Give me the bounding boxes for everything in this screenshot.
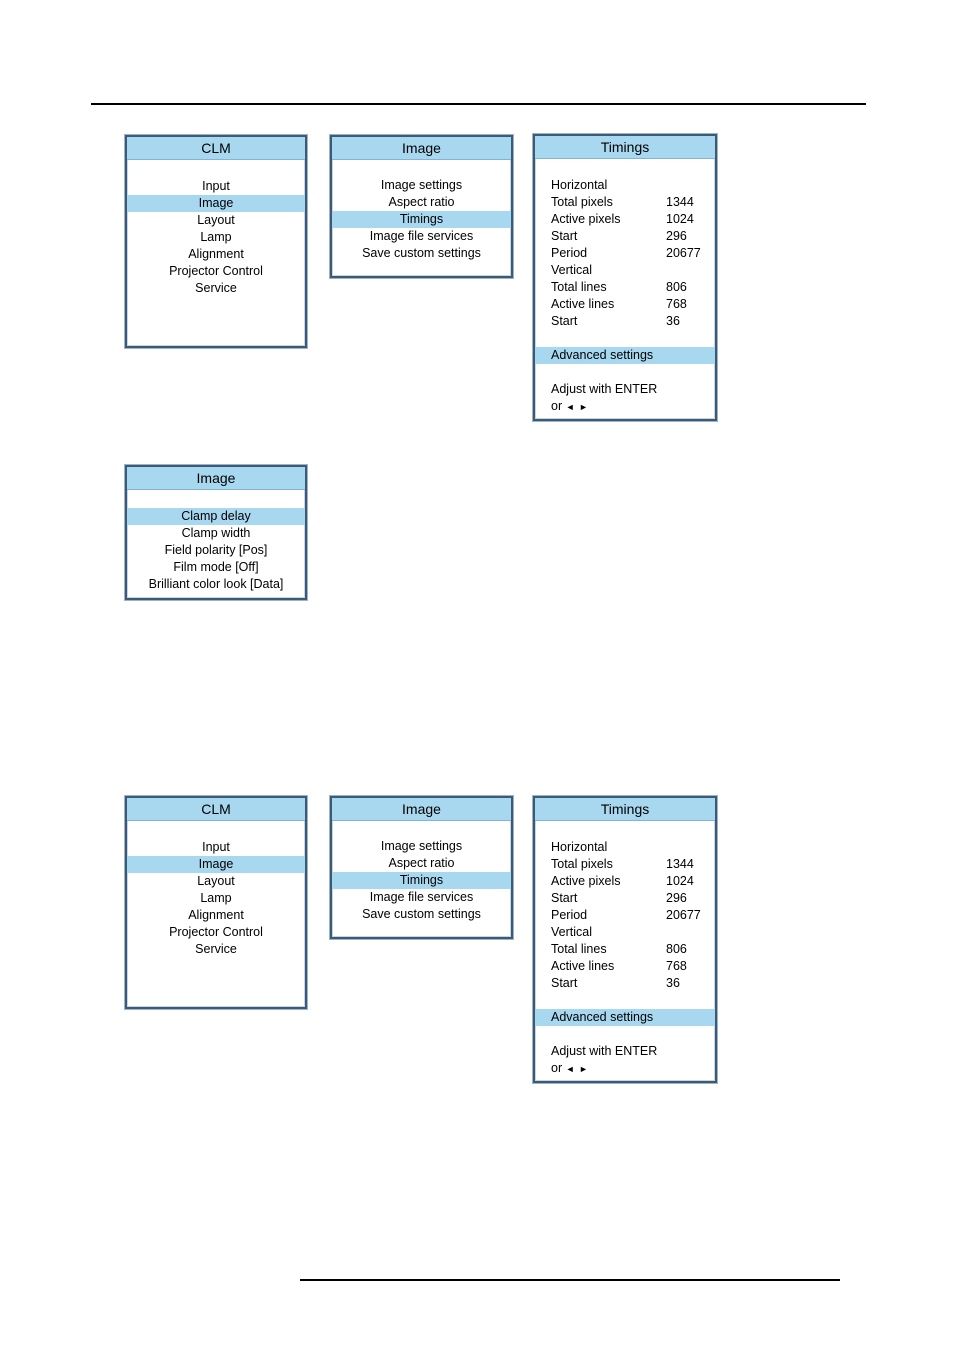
timings-row[interactable]: Active lines 768 <box>551 959 687 973</box>
advanced-item-film-mode[interactable]: Film mode [Off] <box>173 560 259 574</box>
clm-item-lamp[interactable]: Lamp <box>200 230 232 244</box>
image-item-timings[interactable]: Timings <box>332 872 511 889</box>
advanced-image-menu <box>125 465 307 600</box>
footer-rule <box>300 1279 840 1281</box>
advanced-item-field-polarity[interactable]: Field polarity [Pos] <box>164 543 268 557</box>
clm-item-layout[interactable]: Layout <box>197 874 235 888</box>
timings-row[interactable]: Start 296 <box>551 891 687 905</box>
clm-menu-title: CLM <box>127 137 305 160</box>
timings-row[interactable]: Total pixels 1344 <box>551 195 694 209</box>
timings-hint-arrows: or ◄ ► <box>551 1061 589 1075</box>
timings-horizontal-header: Horizontal <box>551 840 608 854</box>
clm-menu <box>125 135 307 348</box>
image-item-file-services[interactable]: Image file services <box>369 229 474 243</box>
timings-row[interactable]: Total lines 806 <box>551 280 687 294</box>
image-item-aspect-ratio[interactable]: Aspect ratio <box>388 195 455 209</box>
clm-item-layout[interactable]: Layout <box>197 213 235 227</box>
image-item-timings[interactable]: Timings <box>332 211 511 228</box>
timings-row[interactable]: Period 20677 <box>551 246 701 260</box>
image-menu-title: Image <box>332 798 511 821</box>
image-menu-title: Image <box>332 137 511 160</box>
timings-row[interactable]: Period 20677 <box>551 908 701 922</box>
timings-advanced-settings[interactable]: Advanced settings <box>535 347 715 364</box>
clm-item-alignment[interactable]: Alignment <box>188 247 244 261</box>
clm-item-image[interactable]: Image <box>127 856 305 873</box>
timings-menu-2 <box>533 796 717 1083</box>
clm-item-image[interactable]: Image <box>127 195 305 212</box>
clm-menu-2 <box>125 796 307 1009</box>
clm-item-projector-control[interactable]: Projector Control <box>169 264 263 278</box>
timings-row[interactable]: Total lines 806 <box>551 942 687 956</box>
advanced-menu-title: Image <box>127 467 305 490</box>
timings-vertical-header: Vertical <box>551 925 592 939</box>
timings-row[interactable]: Start 296 <box>551 229 687 243</box>
image-item-file-services[interactable]: Image file services <box>369 890 474 904</box>
timings-hint-arrows: or ◄ ► <box>551 399 589 413</box>
timings-hint: Adjust with ENTER <box>551 382 658 396</box>
clm-item-service[interactable]: Service <box>195 281 237 295</box>
timings-row[interactable]: Start 36 <box>551 976 680 990</box>
timings-row[interactable]: Active pixels 1024 <box>551 212 694 226</box>
timings-hint: Adjust with ENTER <box>551 1044 658 1058</box>
clm-menu-title: CLM <box>127 798 305 821</box>
timings-row[interactable]: Active lines 768 <box>551 297 687 311</box>
image-menu <box>330 135 513 278</box>
timings-horizontal-header: Horizontal <box>551 178 608 192</box>
timings-menu-title: Timings <box>535 136 715 159</box>
timings-menu-title: Timings <box>535 798 715 821</box>
clm-item-input[interactable]: Input <box>202 840 230 854</box>
advanced-item-brilliant-color[interactable]: Brilliant color look [Data] <box>148 577 284 591</box>
header-rule <box>91 103 866 105</box>
clm-item-projector-control[interactable]: Projector Control <box>169 925 263 939</box>
image-item-save-custom[interactable]: Save custom settings <box>362 246 481 260</box>
timings-row[interactable]: Total pixels 1344 <box>551 857 694 871</box>
clm-item-service[interactable]: Service <box>195 942 237 956</box>
left-right-arrows-icon: ◄ ► <box>565 402 589 412</box>
timings-row[interactable]: Active pixels 1024 <box>551 874 694 888</box>
left-right-arrows-icon: ◄ ► <box>565 1064 589 1074</box>
timings-vertical-header: Vertical <box>551 263 592 277</box>
advanced-item-clamp-width[interactable]: Clamp width <box>181 526 251 540</box>
image-item-save-custom[interactable]: Save custom settings <box>362 907 481 921</box>
clm-item-lamp[interactable]: Lamp <box>200 891 232 905</box>
timings-advanced-settings[interactable]: Advanced settings <box>535 1009 715 1026</box>
timings-menu <box>533 134 717 421</box>
clm-item-alignment[interactable]: Alignment <box>188 908 244 922</box>
timings-row[interactable]: Start 36 <box>551 314 680 328</box>
advanced-item-clamp-delay[interactable]: Clamp delay <box>127 508 305 525</box>
clm-item-input[interactable]: Input <box>202 179 230 193</box>
image-item-image-settings[interactable]: Image settings <box>380 839 463 853</box>
image-item-image-settings[interactable]: Image settings <box>380 178 463 192</box>
image-menu-2 <box>330 796 513 939</box>
image-item-aspect-ratio[interactable]: Aspect ratio <box>388 856 455 870</box>
